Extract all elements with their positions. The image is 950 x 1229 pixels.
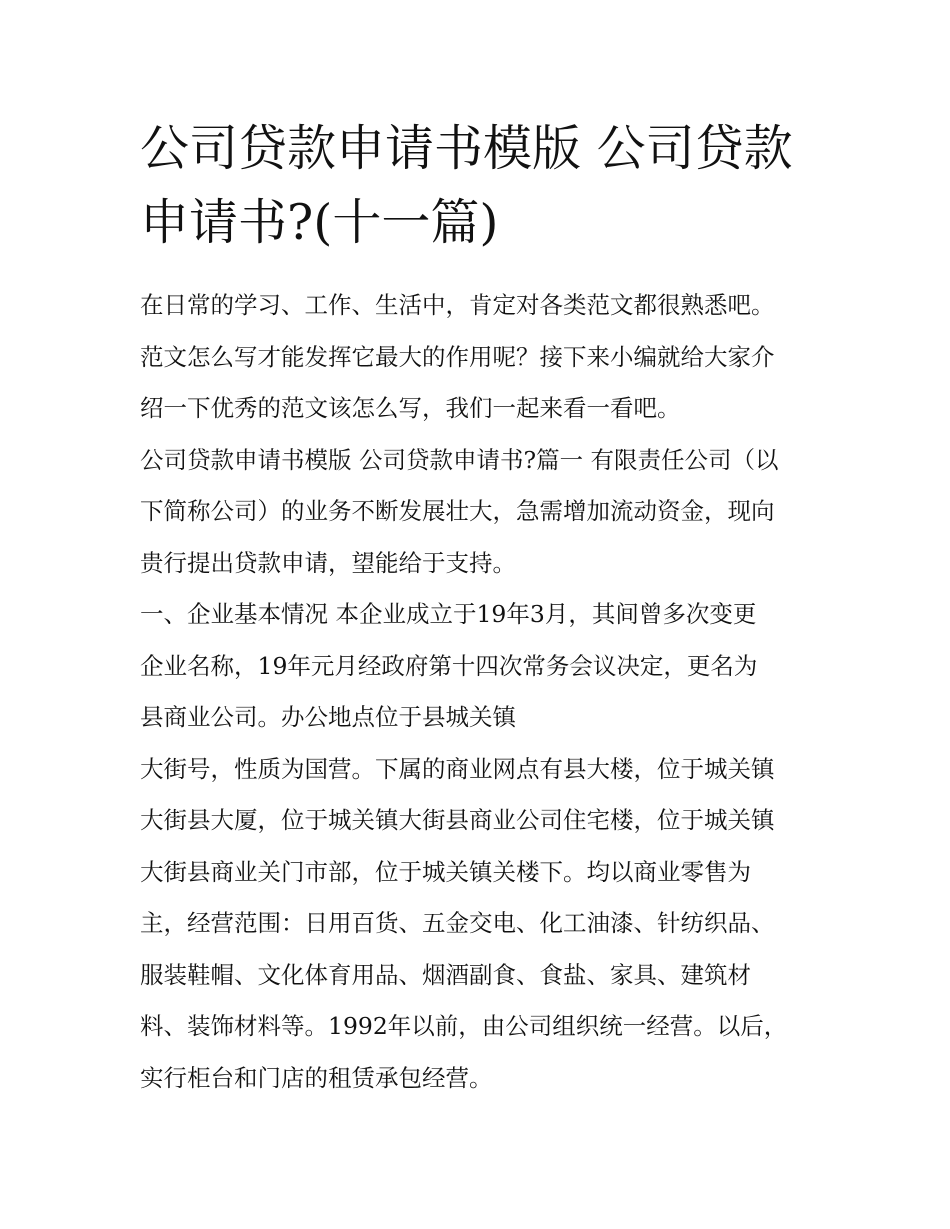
paragraph-line: 服装鞋帽、文化体育用品、烟酒副食、食盐、家具、建筑材: [140, 960, 751, 989]
document-title: [140, 112, 830, 260]
paragraph-line: 县商业公司。办公地点位于县城关镇: [140, 703, 516, 731]
paragraph-line: 实行柜台和门店的租赁承包经营。: [140, 1063, 493, 1092]
paragraph-line: 范文怎么写才能发挥它最大的作用呢？接下来小编就给大家介: [140, 342, 775, 371]
paragraph-line: 企业名称，19年元月经政府第十四次常务会议决定，更名为: [140, 651, 758, 680]
paragraph-line: 大街县大厦，位于城关镇大街县商业公司住宅楼，位于城关镇: [140, 806, 775, 834]
title-line: 公司贷款申请书模版 公司贷款: [140, 120, 793, 177]
paragraph-line: 贵行提出贷款申请，望能给于支持。: [140, 548, 516, 577]
document-body: [140, 280, 830, 1104]
paragraph-line: 大街号，性质为国营。下属的商业网点有县大楼，位于城关镇: [140, 754, 775, 783]
paragraph-line: 大街县商业关门市部，位于城关镇关楼下。均以商业零售为: [140, 857, 751, 886]
paragraph-line: 主，经营范围：日用百货、五金交电、化工油漆、针纺织品、: [140, 909, 775, 937]
paragraph-line: 一、企业基本情况 本企业成立于19年3月，其间曾多次变更: [140, 600, 757, 628]
paragraph-line: 公司贷款申请书模版 公司贷款申请书?篇一 有限责任公司（以: [140, 445, 779, 474]
paragraph-line: 下简称公司）的业务不断发展壮大，急需增加流动资金，现向: [140, 497, 775, 525]
paragraph-line: 绍一下优秀的范文该怎么写，我们一起来看一看吧。: [140, 394, 681, 422]
title-line: 申请书?(十一篇): [140, 194, 499, 251]
paragraph-line: 在日常的学习、工作、生活中，肯定对各类范文都很熟悉吧。: [140, 291, 775, 319]
paragraph-line: 料、装饰材料等。1992年以前，由公司组织统一经营。以后，: [140, 1012, 788, 1040]
